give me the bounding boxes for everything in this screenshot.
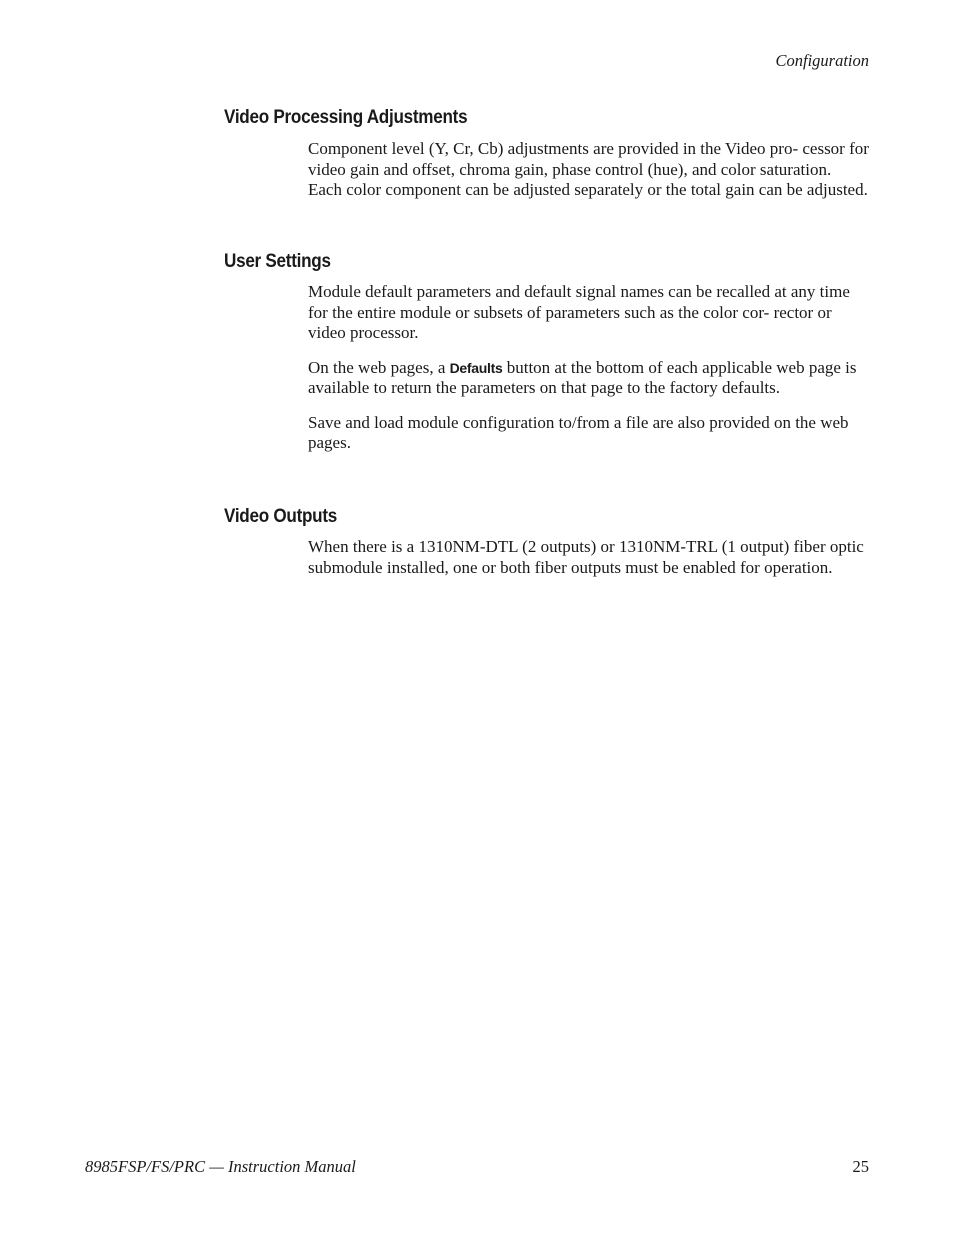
section-body [308,282,869,454]
paragraph: When there is a 1310NM-DTL (2 outputs) or 1310NM-TRL (1 output) fiber optic submodule installed, one or both fiber outputs must be enabled for operation. [308,537,864,577]
text-fragment: button at the bottom of each applicable web page is available to return the parameters on that page to the factory defaults. [308,357,857,397]
section-video-outputs [224,505,869,592]
footer-manual-title: 8985FSP/FS/PRC — Instruction Manual [85,1157,356,1176]
paragraph: Module default parameters and default signal names can be recalled at any time for the entire module or subsets of parameters such as the color cor- rector or video processor. [308,282,850,342]
section-body [308,537,869,578]
paragraph: Component level (Y, Cr, Cb) adjustments are provided in the Video pro- cessor for video gain and offset, chroma gain, phase control (hue), and color saturation. Each color component can be adjusted separately or the total gain can be adjusted. [308,139,869,199]
section-heading: Video Outputs [224,506,338,527]
paragraph-defaults [308,358,869,399]
footer-page-number: 25 [852,1157,869,1176]
section-video-processing-adjustments [224,106,869,215]
text-fragment: On the web pages, a [308,357,450,377]
section-body [308,139,869,201]
section-heading: User Settings [224,251,331,272]
paragraph: Save and load module configuration to/from a file are also provided on the web pages. [308,412,849,452]
defaults-button-term: Defaults [449,359,503,376]
section-heading: Video Processing Adjustments [224,107,468,128]
section-user-settings [224,250,869,468]
running-header-chapter: Configuration [775,51,869,70]
